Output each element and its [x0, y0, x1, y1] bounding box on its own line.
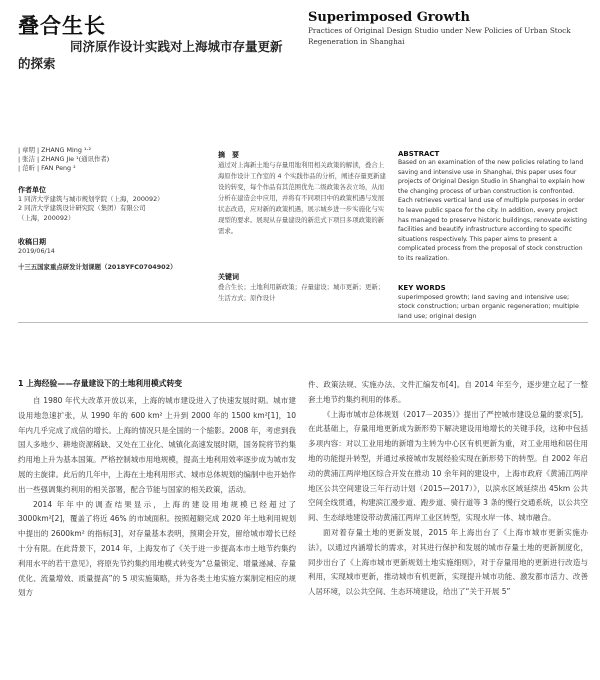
subtitle-cn-line2: 的探索: [18, 56, 56, 71]
keywords-cn: [218, 268, 388, 304]
received-block: [18, 234, 208, 256]
abstract-cn-heading: 摘 要: [218, 151, 239, 159]
funding-note: 十三五国家重点研发计划课题（2018YFC0704902）: [18, 263, 177, 271]
affiliation-line-3: （上海，200092）: [18, 213, 75, 222]
keywords-en-body: superimposed growth; land saving and intensive use; stock construction; urban organic regeneration; multiple land use; original design: [398, 293, 579, 320]
title-cn: 叠合生长: [18, 14, 106, 38]
keywords-cn-body: 叠合生长；土地利用新政策；存量建设；城市更新；更新；生活方式；原作设计: [218, 283, 385, 302]
author-1: | 章明 | ZHANG Ming ¹·²: [18, 146, 92, 154]
body-paragraph: 《上海市城市总体规划（2017－2035）》提出了严控城市建设总量的要求[5]。在此基础上，存量用地更新成为新形势下解决建设用地增长的关键手段，这种中包括多项内容：对以工业用地的新增为主转为中心区有机更新为重，对工业用地和居住用地的功能提升转型，并通过承接城市发展经验实现在新形势下的转型。自 2002 年启动的黄浦江两岸地区综合开发在推动 10 余年间的建设中，上海市政府《黄浦江两岸地区公共空间建设三年行动计划（2015—2017）》，以滨水区域延续出 45km 公共空间全线贯通，构建滨江漫步道、跑步道、骑行道等 3 条的慢行交通系统，以公共空间、生态绿地建设带动黄浦江两岸工业区转型，实现水岸一体、城市融合。: [308, 409, 588, 523]
author-3: | 范昕 | FAN Peng ²: [18, 164, 76, 173]
affiliation-block: [18, 182, 208, 223]
body-paragraph: 件、政策法规、实施办法、文件汇编发布[4]。自 2014 年至今，逐步建立起了一整套土地节约集约利用的体系。: [308, 380, 588, 404]
abstract-en: [398, 146, 588, 264]
subtitle-cn-line1: 同济原作设计实践对上海城市存量更新: [70, 39, 283, 54]
body-paragraph: 自 1980 年代大改革开放以来，上海的城市建设进入了快速发展时期。城市建设用地急速扩张，从 1990 年的 600 km² 上升到 2000 年的 1500 km²[1]，10 年内几乎完成了成倍的增长。上海的情况只是全国的一个缩影。2008 年，考虑到我国人多地少、耕地资源稀缺、又处在工业化、城镇化高速发展时期，国务院将节约集约用地上升为基本国策。严格控制城市用地规模，提高土地利用效率逐步成为城市发展的主旋律。此后的几年中，上海在土地利用形式、城市总体规划的编制中也开始作出一些强调集约利用的相关部署，配合节能与国家的相关政策，活动。: [18, 396, 296, 494]
subtitle-en: Practices of Original Design Studio under New Policies of Urban Stock Regeneration in Shanghai: [308, 26, 571, 46]
abstract-en-heading: ABSTRACT: [398, 150, 440, 158]
section-1-heading: 1 上海经验——存量建设下的土地利用模式转变: [18, 379, 183, 388]
keywords-en-heading: KEY WORDS: [398, 284, 446, 292]
abstract-en-body: Based on an examination of the new policies relating to land saving and intensive use in Shanghai, this paper uses four projects of Original Design Studio in Shanghai to explain how the changing process of urban construction is confronted. Each retrieves vertical land use of multiple purposes in order to leave public space for the city. In addition, every project has managed to preserve historic buildings, renovate existing facilities and beautify infrastructure according to specific situations respectively. This paper aims to present a complicated process from the proposal of stock construction to its realization.: [398, 159, 588, 262]
received-date: 2019/06/14: [18, 247, 55, 256]
subtitle-cn: [18, 38, 288, 72]
body-paragraph: 2014 年年中的调查结果显示，上海的建设用地规模已经超过了 3000km²[2]，覆盖了将近 46% 的市域面积。按照超额完成 2020 年土地利用规划中提出的 2600km² 的指标[3]，对存量基本表明，预期会开发，留给城市增长已经十分有限。在此背景下，2014 年，上海发布了《关于进一步提高本市土地节约集约利用水平的若干意见》，将原先节约集约用地模式转变为“总量锁定、增量递减、存量优化、流量增效、质量提高”的 5 项实施策略，并为各类土地实施方案制定相应的规划方: [18, 499, 296, 598]
affiliation-line-2: 2 同济大学建筑设计研究院（集团）有限公司: [18, 204, 146, 213]
body-column-right: [308, 378, 588, 600]
keywords-en: [398, 280, 588, 321]
affiliation-line-1: 1 同济大学建筑与城市规划学院（上海，200092）: [18, 195, 164, 204]
author-list: [18, 146, 208, 174]
body-column-left: [18, 378, 296, 601]
section-divider: [18, 322, 588, 323]
body-paragraph: 面对着存量土地的更新发展，2015 年上海出台了《上海市城市更新实施办法》，以通过内涵增长的需求，对其进行保护和发展的城市存量土地的更新制度化，同步出台了《上海市城市更新规划土地实施细则》，对于存量用地的更新进行改造与利用，实现城市更新，推动城市有机更新，实现提升城市功能、激发都市活力、改善人居环境，以公共空间、生态环境建设，给出了“关于开展 5”: [308, 527, 588, 597]
author-2: | 张洁 | ZHANG Jie ¹(通讯作者): [18, 155, 110, 164]
title-en: Superimposed Growth: [308, 10, 470, 25]
affiliation-heading: 作者单位: [18, 186, 46, 194]
abstract-cn-body: 通过对上海新土地与存量用地利用相关政策的解读，叠合上海原作设计工作室的 4 个实践作品的分析，阐述存量更新建设的转变，每个作品有其范围优先二级政策各表立场，从而分析在建造会中应用，并将有不同项目中的政策机遇与发展状态改造，应对新的政策机遇，展示城乡进一步实施化与实现型的要求。展现从存量建设的新范式下项目多项政策的新需求。: [218, 161, 386, 235]
keywords-cn-heading: 关键词: [218, 273, 239, 281]
received-heading: 收稿日期: [18, 238, 46, 246]
abstract-cn: [218, 146, 388, 237]
